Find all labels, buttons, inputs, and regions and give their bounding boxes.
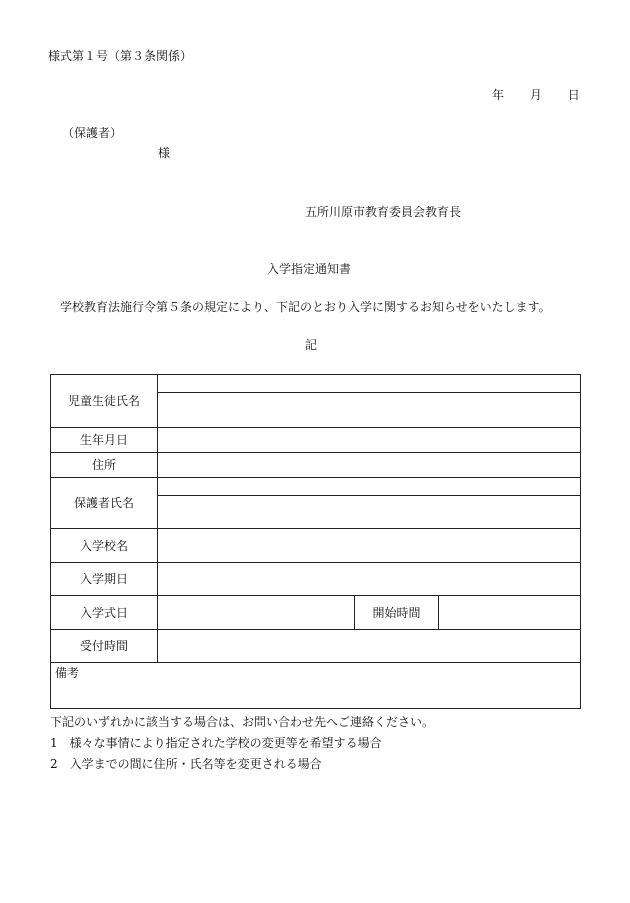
remarks-field[interactable] <box>51 663 581 709</box>
address-label: 住所 <box>51 453 158 478</box>
reception-time-field[interactable] <box>158 630 581 663</box>
student-name-kana-field[interactable] <box>158 375 581 393</box>
admission-info-table <box>50 374 581 709</box>
date-month: 月 <box>529 88 542 102</box>
start-time-label: 開始時間 <box>355 596 439 630</box>
guardian-name-kana-field[interactable] <box>158 478 581 496</box>
admission-date-label: 入学期日 <box>51 563 158 596</box>
notes-item-2: 2 入学までの間に住所・氏名等を変更される場合 <box>50 757 322 771</box>
school-name-label: 入学校名 <box>51 529 158 563</box>
notes-intro: 下記のいずれかに該当する場合は、お問い合わせ先へご連絡ください。 <box>50 715 435 729</box>
remarks-label: 備考 <box>55 666 80 680</box>
reception-time-label: 受付時間 <box>51 630 158 663</box>
guardian-label: （保護者） <box>62 126 123 140</box>
date-day: 日 <box>567 88 580 102</box>
birth-date-field[interactable] <box>158 428 581 453</box>
guardian-name-field[interactable] <box>158 496 581 529</box>
guardian-name-label: 保護者氏名 <box>51 478 158 529</box>
address-field[interactable] <box>158 453 581 478</box>
date-year: 年 <box>492 88 505 102</box>
student-name-label: 児童生徒氏名 <box>51 375 158 428</box>
student-name-field[interactable] <box>158 393 581 428</box>
notes-item-1: 1 様々な事情により指定された学校の変更等を希望する場合 <box>50 736 382 750</box>
contact-notes <box>50 712 434 775</box>
school-name-field[interactable] <box>158 529 581 563</box>
ceremony-date-field[interactable] <box>158 596 355 630</box>
issuer: 五所川原市教育委員会教育長 <box>305 205 462 219</box>
birth-date-label: 生年月日 <box>51 428 158 453</box>
record-mark: 記 <box>305 338 318 352</box>
document-title: 入学指定通知書 <box>267 262 352 276</box>
intro-text: 学校教育法施行令第５条の規定により、下記のとおり入学に関するお知らせをいたします。 <box>60 300 551 314</box>
start-time-field[interactable] <box>439 596 581 630</box>
ceremony-date-label: 入学式日 <box>51 596 158 630</box>
date-line <box>492 88 580 102</box>
honorific: 様 <box>158 146 171 160</box>
admission-date-field[interactable] <box>158 563 581 596</box>
form-number: 様式第１号（第３条関係） <box>48 49 193 63</box>
